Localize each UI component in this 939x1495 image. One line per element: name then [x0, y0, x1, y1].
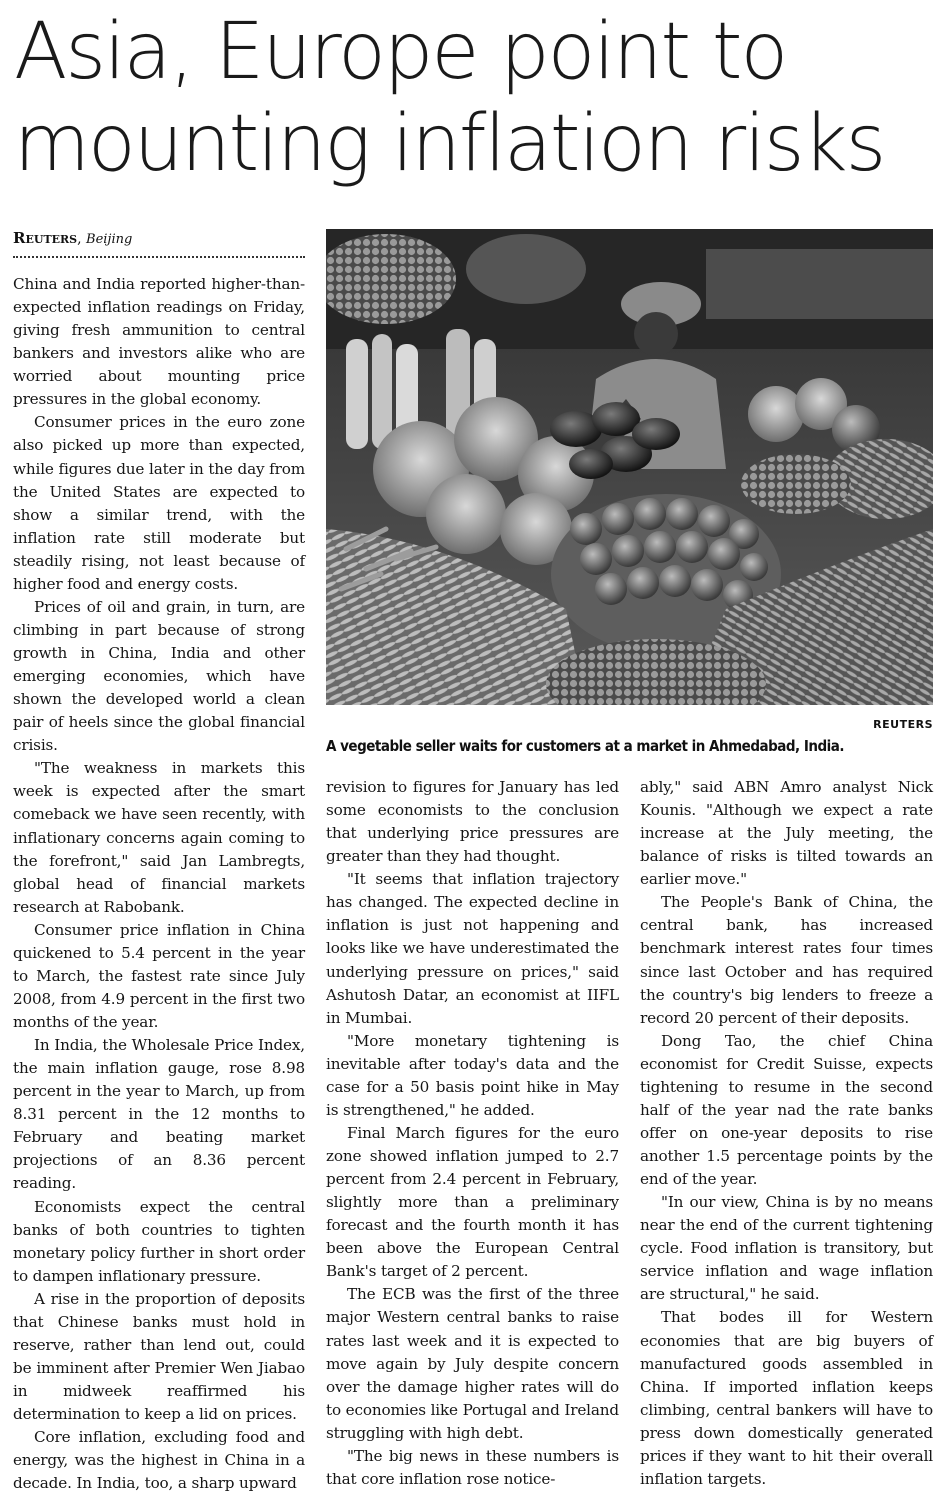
paragraph: Consumer prices in the euro zone also picked up more than expected, while figures due later in the day from the United States are expected to show a similar trend, with the inflation rate still moderate but steadily rising, not least because of higher food and energy costs. — [13, 413, 305, 593]
byline-divider — [13, 256, 305, 258]
paragraph: "The big news in these numbers is that core inflation rose notice- — [326, 1446, 619, 1488]
paragraph: The People's Bank of China, the central bank, has increased benchmark interest rates four times since last October and has required the country's big lenders to freeze a record 20 percent of their deposits. — [640, 893, 933, 1027]
paragraph: Economists expect the central banks of both countries to tighten monetary policy further in short order to dampen inflationary pressure. — [13, 1197, 305, 1285]
photo-credit: REUTERS — [873, 718, 933, 731]
paragraph: A rise in the proportion of deposits that Chinese banks must hold in reserve, rather than lend out, could be imminent after Premier Wen Jiabao in midweek reaffirmed his determination to keep a lid on prices. — [13, 1289, 305, 1424]
byline-separator: , — [77, 231, 82, 247]
article-column-3 — [640, 776, 933, 1491]
paragraph: ably," said ABN Amro analyst Nick Kounis. "Although we expect a rate increase at the July meeting, the balance of risks is tilted towards an earlier move." — [640, 778, 933, 889]
headline — [14, 6, 934, 190]
paragraph: revision to figures for January has led some economists to the conclusion that underlying price pressures are greater than they had thought. — [326, 778, 619, 866]
headline-line-1: Asia, Europe point to — [14, 7, 787, 97]
paragraph: The ECB was the first of the three major Western central banks to raise rates last week and it is expected to move again by July despite concern over the damage higher rates will do to economies like Portugal and Ireland struggling with high debt. — [326, 1285, 619, 1442]
market-photo — [326, 229, 933, 705]
paragraph: Dong Tao, the chief China economist for Credit Suisse, expects tightening to resume in the second half of the year nad the rate banks offer on one-year deposits to rise another 1.5 percentage points by the end of the year. — [640, 1031, 933, 1189]
paragraph: Final March figures for the euro zone showed inflation jumped to 2.7 percent from 2.4 percent in February, slightly more than a preliminary forecast and the fourth month it has been above the European Central Bank's target of 2 percent. — [326, 1123, 619, 1281]
paragraph: "In our view, China is by no means near the end of the current tightening cycle. Food inflation is transitory, but service inflation and wage inflation are structural," he said. — [640, 1193, 933, 1304]
byline-city: Beijing — [86, 232, 133, 247]
paragraph: "The weakness in markets this week is expected after the smart comeback we have seen recently, with inflationary concerns again coming to the forefront," said Jan Lambregts, global head of financial markets research at Rabobank. — [13, 759, 305, 916]
paragraph: China and India reported higher-than-expected inflation readings on Friday, giving fresh ammunition to central bankers and investors alike who are worried about mounting price pressures in the global economy. — [13, 275, 305, 409]
article-column-2 — [326, 776, 619, 1491]
paragraph: Prices of oil and grain, in turn, are climbing in part because of strong growth in China, India and other emerging economies, which have shown the developed world a clean pair of heels since the global financial crisis. — [13, 597, 305, 755]
vegetable-market-illustration — [326, 229, 933, 705]
article-column-1 — [13, 273, 305, 1495]
paragraph: Core inflation, excluding food and energy, was the highest in China in a decade. In India, too, a sharp upward — [13, 1428, 305, 1493]
photo-caption: A vegetable seller waits for customers at a market in Ahmedabad, India. — [326, 737, 844, 755]
paragraph: In India, the Wholesale Price Index, the main inflation gauge, rose 8.98 percent in the year to March, up from 8.31 percent in the 12 months to February and beating market projections of an 8.36 percent reading. — [13, 1036, 305, 1193]
paragraph: "It seems that inflation trajectory has changed. The expected decline in inflation is just not happening and looks like we have underestimated the underlying pressure on prices," said Ashutosh Datar, an economist at IIFL in Mumbai. — [326, 870, 619, 1027]
headline-line-2: mounting inflation risks — [14, 99, 885, 189]
paragraph: That bodes ill for Western economies that are big buyers of manufactured goods assembled in China. If imported inflation keeps climbing, central bankers will have to press down domestically generated prices if they want to hit their overall inflation targets. — [640, 1308, 933, 1488]
byline — [13, 229, 132, 247]
paragraph: "More monetary tightening is inevitable after today's data and the case for a 50 basis point hike in May is strengthened," he added. — [326, 1031, 619, 1119]
paragraph: Consumer price inflation in China quickened to 5.4 percent in the year to March, the fastest rate since July 2008, from 4.9 percent in the first two months of the year. — [13, 920, 305, 1031]
byline-agency: Reuters — [13, 229, 78, 247]
